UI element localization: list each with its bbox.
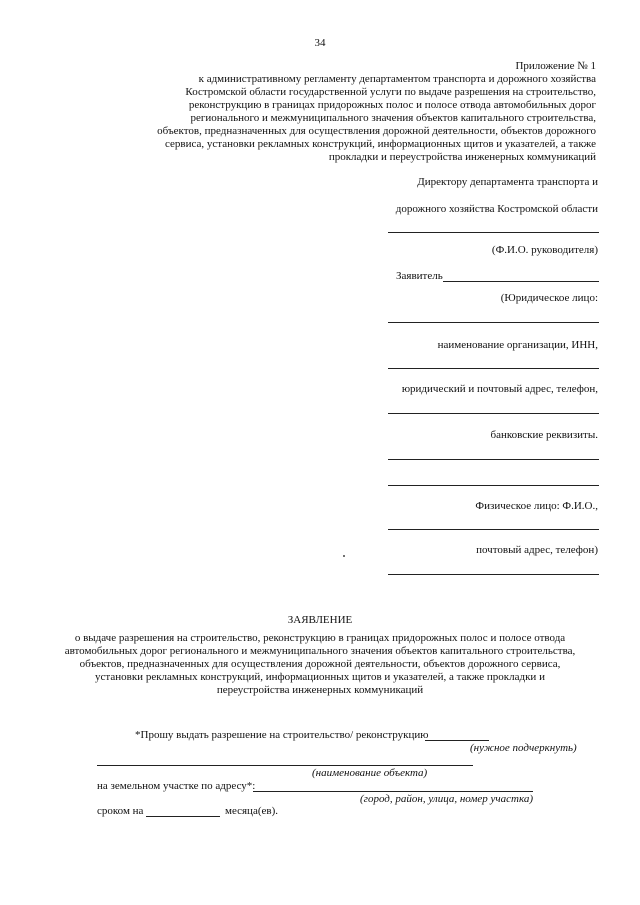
postal-label: почтовый адрес, телефон) [476, 544, 598, 556]
individual-line[interactable] [388, 529, 599, 530]
addressee-line-2: дорожного хозяйства Костромской области [395, 203, 598, 215]
bank-label: банковские реквизиты. [490, 429, 598, 441]
appendix-line: к административному регламенту департаментом транспорта и дорожного хозяйства [198, 73, 596, 85]
fio-caption: (Ф.И.О. руководителя) [491, 244, 598, 256]
appendix-line: реконструкцию в границах придорожных полос и полосе отвода автомобильных дорог [188, 99, 596, 111]
object-name-line[interactable] [97, 765, 473, 766]
legal-entity-label: (Юридическое лицо: [500, 292, 598, 304]
request-type-line[interactable] [425, 740, 489, 741]
applicant-label: Заявитель [396, 270, 443, 282]
applicant-line[interactable] [443, 281, 599, 282]
statement-title: ЗАЯВЛЕНИЕ [287, 614, 353, 626]
plot-label: на земельном участке по адресу*: [97, 780, 256, 792]
page-number: 34 [314, 37, 326, 49]
org-name-line[interactable] [388, 368, 599, 369]
statement-subtitle-line: установки рекламных конструкций, информационных щитов и указателей, а также прокладки и [95, 671, 545, 683]
appendix-line: Костромской области государственной услуги по выдаче разрешения на строительство, [185, 86, 596, 98]
appendix-line: прокладки и переустройства инженерных коммуникаций [328, 151, 596, 163]
statement-subtitle [0, 632, 640, 697]
term-label: сроком на [97, 805, 144, 817]
legal-address-line[interactable] [388, 413, 599, 414]
legal-entity-line[interactable] [388, 322, 599, 323]
bank-line-2[interactable] [388, 485, 599, 486]
postal-line[interactable] [388, 574, 599, 575]
object-caption: (наименование объекта) [312, 767, 428, 779]
individual-label: Физическое лицо: Ф.И.О., [475, 500, 598, 512]
appendix-title: Приложение № 1 [515, 60, 596, 72]
statement-subtitle-line: переустройства инженерных коммуникаций [216, 684, 424, 696]
addressee-line-1: Директору департамента транспорта и [417, 176, 598, 188]
address-caption: (город, район, улица, номер участка) [360, 793, 534, 805]
statement-subtitle-line: о выдаче разрешения на строительство, реконструкцию в границах придорожных полос и полосе отвода [74, 632, 566, 644]
appendix-line: регионального и межмуниципального значения объектов капитального строительства, [190, 112, 596, 124]
legal-address-label: юридический и почтовый адрес, телефон, [401, 383, 598, 395]
statement-subtitle-line: автомобильных дорог регионального и межмуниципального значения объектов капитального строительства, [64, 645, 576, 657]
appendix-line: сервиса, установки рекламных конструкций, информационных щитов и указателей, а также [165, 138, 596, 150]
underline-hint: (нужное подчеркнуть) [470, 742, 577, 754]
scan-speck [343, 555, 345, 557]
director-fio-line[interactable] [388, 232, 599, 233]
appendix-line: объектов, предназначенных для осуществления дорожной деятельности, объектов дорожного [157, 125, 596, 137]
statement-subtitle-line: объектов, предназначенных для осуществления дорожной деятельности, объектов дорожного сервиса, [79, 658, 561, 670]
request-text: *Прошу выдать разрешение на строительство/ реконструкцию [135, 729, 429, 741]
term-line[interactable] [146, 816, 220, 817]
plot-address-line[interactable] [253, 791, 533, 792]
appendix-text [157, 73, 596, 164]
term-unit: месяца(ев). [225, 805, 278, 817]
bank-line-1[interactable] [388, 459, 599, 460]
org-name-label: наименование организации, ИНН, [437, 339, 598, 351]
